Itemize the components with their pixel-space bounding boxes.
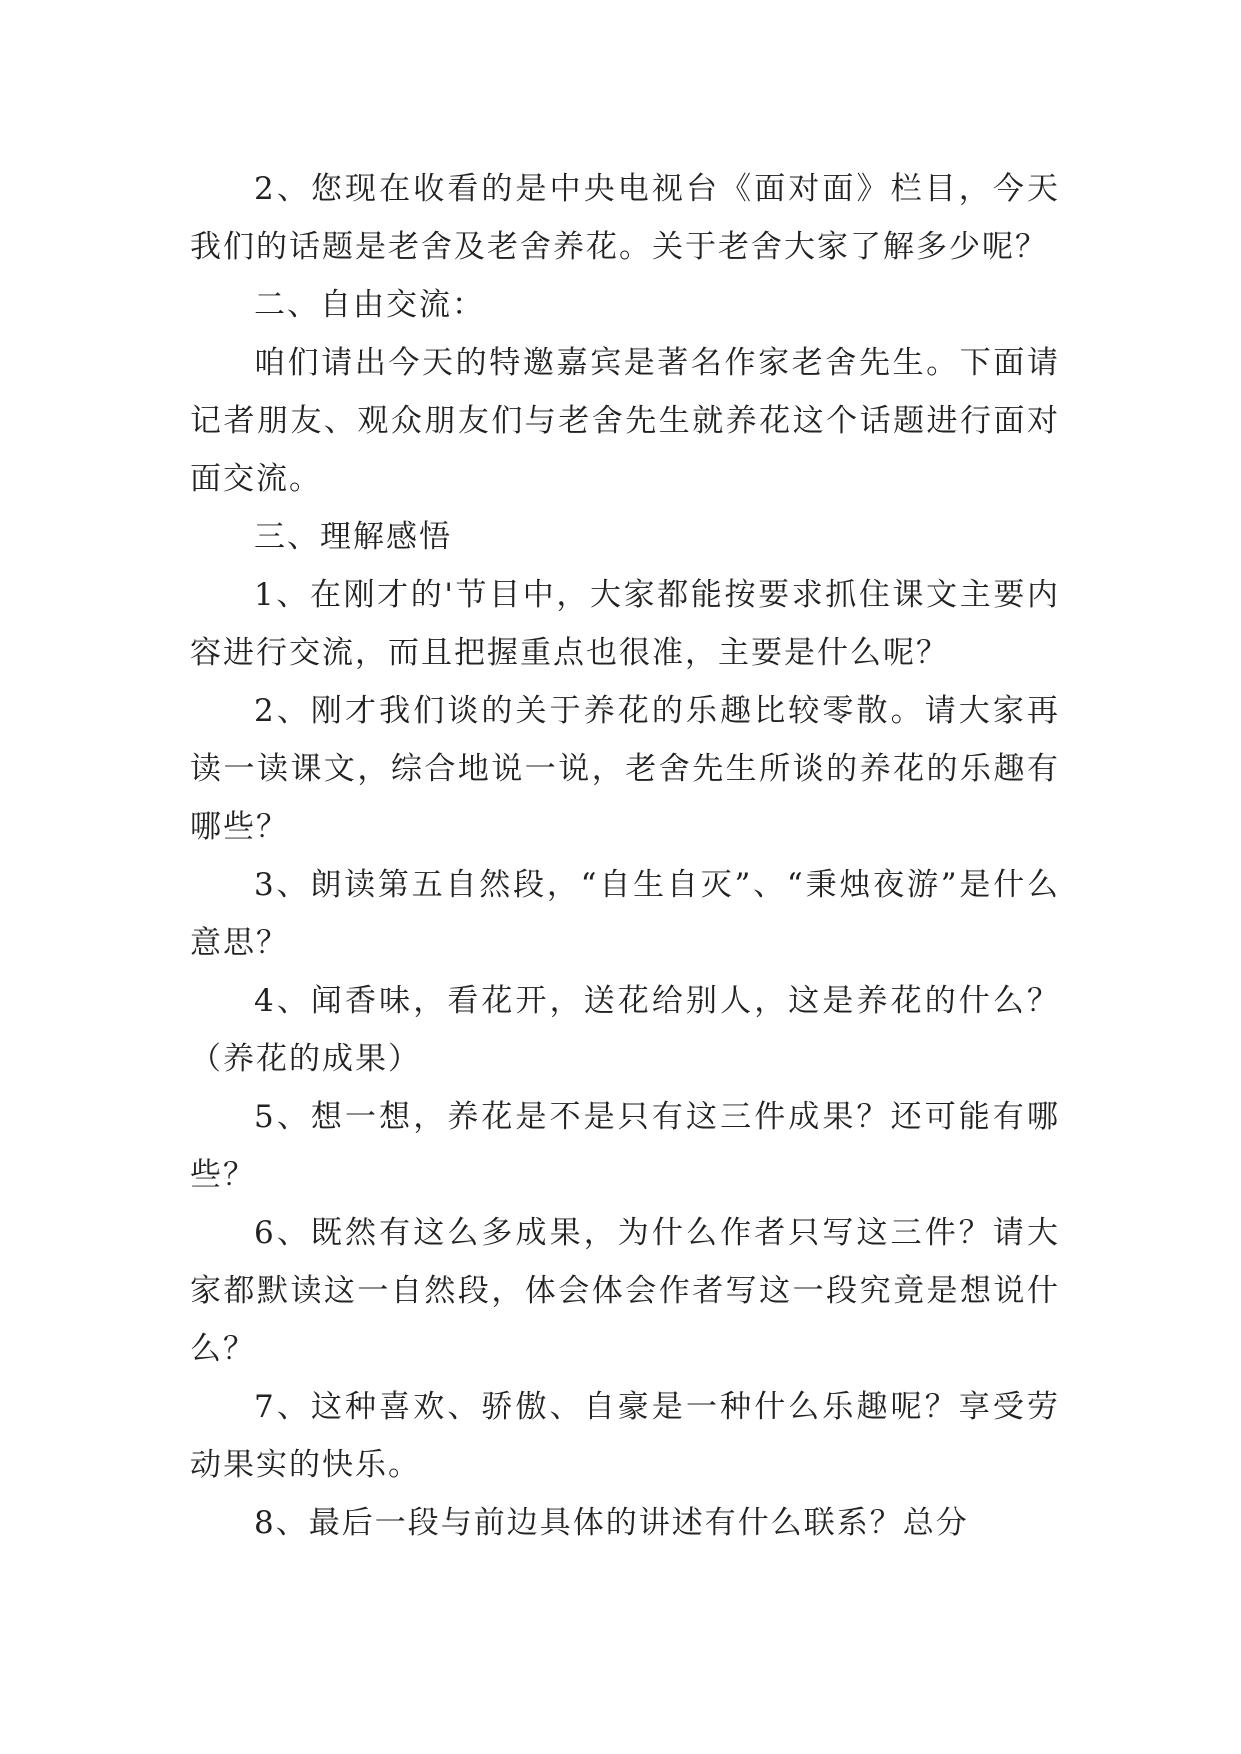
paragraph-question-4: 4、闻香味，看花开，送花给别人，这是养花的什么？（养花的成果） bbox=[190, 983, 1060, 1077]
paragraph-intro-question: 2、您现在收看的是中央电视台《面对面》栏目，今天我们的话题是老舍及老舍养花。关于老舍大家了解多少呢？ bbox=[190, 171, 1060, 265]
paragraph-question-8: 8、最后一段与前边具体的讲述有什么联系？总分 bbox=[254, 1505, 969, 1541]
paragraph-question-5: 5、想一想，养花是不是只有这三件成果？还可能有哪些？ bbox=[190, 1099, 1060, 1193]
paragraph-question-1: 1、在刚才的'节目中，大家都能按要求抓住课文主要内容进行交流，而且把握重点也很准，主要是什么呢？ bbox=[190, 577, 1060, 671]
paragraph-question-2: 2、刚才我们谈的关于养花的乐趣比较零散。请大家再读一读课文，综合地说一说，老舍先生所谈的养花的乐趣有哪些？ bbox=[190, 693, 1060, 845]
paragraph-question-3: 3、朗读第五自然段，“自生自灭”、“秉烛夜游”是什么意思？ bbox=[190, 867, 1060, 961]
section-heading-free-exchange: 二、自由交流： bbox=[254, 287, 485, 323]
paragraph-question-7: 7、这种喜欢、骄傲、自豪是一种什么乐趣呢？享受劳动果实的快乐。 bbox=[190, 1389, 1060, 1483]
paragraph-question-6: 6、既然有这么多成果，为什么作者只写这三件？请大家都默读这一自然段，体会体会作者写这一段究竟是想说什么？ bbox=[190, 1215, 1060, 1367]
paragraph-guest-invite: 咱们请出今天的特邀嘉宾是著名作家老舍先生。下面请记者朋友、观众朋友们与老舍先生就养花这个话题进行面对面交流。 bbox=[190, 345, 1060, 497]
section-heading-understanding: 三、理解感悟 bbox=[254, 519, 452, 555]
document-body bbox=[190, 160, 1060, 1552]
